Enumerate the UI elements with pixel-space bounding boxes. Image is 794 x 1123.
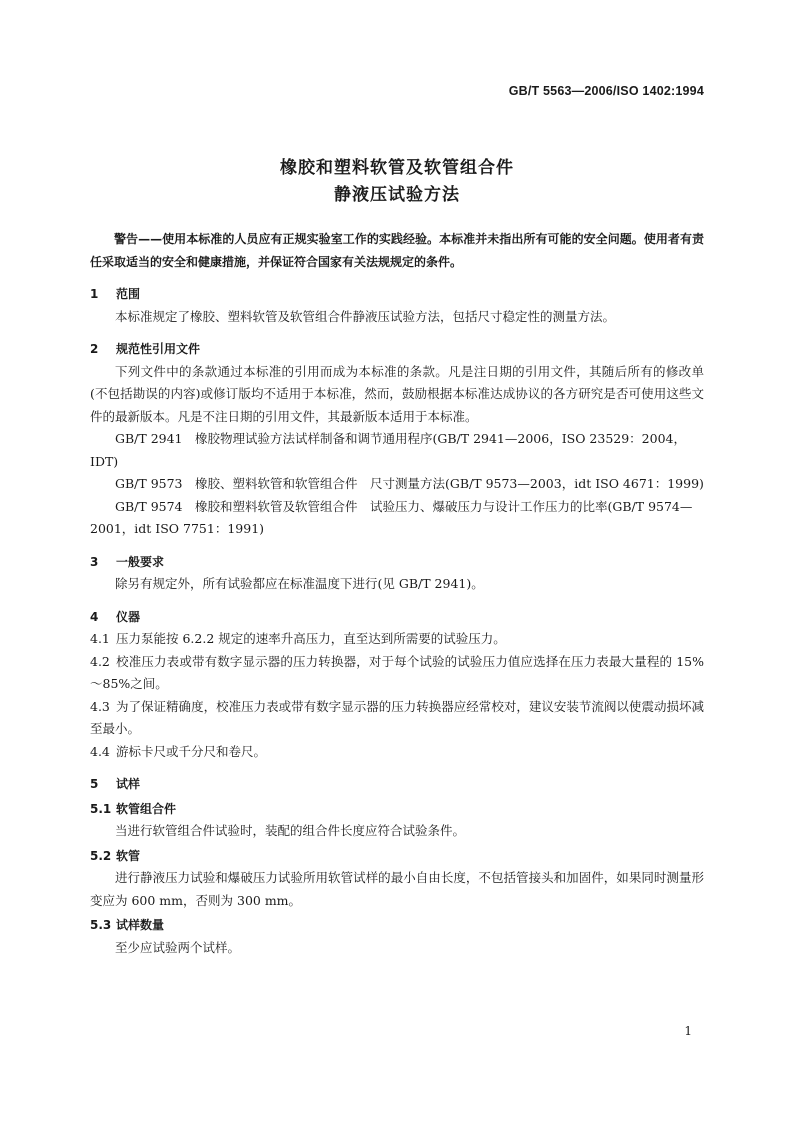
- section-title: 一般要求: [116, 554, 165, 569]
- clause-text: 校准压力表或带有数字显示器的压力转换器，对于每个试验的试验压力值应选择在压力表最大量程的 15%～85%之间。: [90, 653, 704, 691]
- section-number: 2: [90, 342, 99, 356]
- section-number: 3: [90, 554, 99, 569]
- section-heading-scope: [90, 283, 704, 306]
- warning-paragraph: 警告——使用本标准的人员应有正规实验室工作的实践经验。本标准并未指出所有可能的安全问题。使用者有责任采取适当的安全和健康措施，并保证符合国家有关法规规定的条件。: [90, 232, 704, 269]
- clause-item: [90, 651, 704, 696]
- clause-number: 4.2: [90, 653, 110, 669]
- page-number: 1: [684, 1024, 692, 1038]
- section-title: 规范性引用文件: [116, 342, 201, 356]
- document-title: 橡胶和塑料软管及软管组合件: [280, 158, 514, 178]
- clause-item: [90, 741, 704, 764]
- section-title: 试样: [116, 777, 141, 791]
- section-heading-apparatus: [90, 606, 704, 629]
- reference-item: GB/T 9574 橡胶和塑料软管及软管组合件 试验压力、爆破压力与设计工作压力的比率(GB/T 9574—2001，idt ISO 7751：1991): [90, 498, 693, 536]
- subsection-title: 软管: [116, 848, 141, 863]
- clause-number: 4.1: [90, 631, 110, 646]
- subsection-number: 5.1: [90, 801, 112, 816]
- clause-number: 4.3: [90, 698, 110, 714]
- clause-item: [90, 628, 704, 651]
- subsection-title: 软管组合件: [116, 801, 177, 816]
- standard-code: GB/T 5563—2006/ISO 1402:1994: [508, 84, 704, 98]
- subsection-paragraph: 进行静液压力试验和爆破压力试验所用软管试样的最小自由长度，不包括管接头和加固件，如果同时测量形变应为 600 mm，否则为 300 mm。: [90, 870, 704, 908]
- section-title: 范围: [116, 287, 141, 301]
- subsection-heading: [90, 798, 704, 821]
- general-requirements-paragraph: 除另有规定外，所有试验都应在标准温度下进行(见 GB/T 2941)。: [115, 576, 484, 591]
- reference-item: GB/T 9573 橡胶、塑料软管和软管组合件 尺寸测量方法(GB/T 9573—2003，idt ISO 4671：1999): [115, 476, 704, 491]
- subsection-heading: [90, 914, 704, 937]
- references-intro-paragraph: 下列文件中的条款通过本标准的引用而成为本标准的条款。凡是注日期的引用文件，其随后所有的修改单(不包括勘误的内容)或修订版均不适用于本标准，然而，鼓励根据本标准达成协议的各方研究是否可使用这些文件的最新版本。凡是不注日期的引用文件，其最新版本适用于本标准。: [90, 363, 704, 424]
- subsection-paragraph: 当进行软管组合件试验时，装配的组合件长度应符合试验条件。: [115, 823, 466, 838]
- subsection-number: 5.3: [90, 918, 112, 932]
- document-subtitle: 静液压试验方法: [334, 185, 460, 205]
- clause-text: 压力泵能按 6.2.2 规定的速率升高压力，直至达到所需要的试验压力。: [116, 631, 506, 646]
- section-heading-general-requirements: [90, 551, 704, 574]
- clause-text: 游标卡尺或千分尺和卷尺。: [116, 743, 267, 759]
- section-heading-normative-references: [90, 338, 704, 361]
- section-number: 4: [90, 609, 99, 624]
- section-number: 5: [90, 777, 99, 791]
- clause-number: 4.4: [90, 743, 110, 759]
- subsection-heading: [90, 845, 704, 868]
- subsection-title: 试样数量: [116, 918, 165, 932]
- section-heading-test-pieces: [90, 773, 704, 796]
- subsection-number: 5.2: [90, 848, 112, 863]
- reference-item: GB/T 2941 橡胶物理试验方法试样制备和调节通用程序(GB/T 2941—2006，ISO 23529：2004，IDT): [90, 431, 686, 469]
- subsection-paragraph: 至少应试验两个试样。: [115, 939, 241, 955]
- section-title: 仪器: [116, 609, 141, 624]
- clause-text: 为了保证精确度，校准压力表或带有数字显示器的压力转换器应经常校对，建议安装节流阀以使震动损坏减至最小。: [90, 698, 704, 736]
- section-number: 1: [90, 287, 99, 301]
- scope-paragraph: 本标准规定了橡胶、塑料软管及软管组合件静液压试验方法，包括尺寸稳定性的测量方法。: [115, 308, 616, 324]
- document-body: [90, 228, 704, 959]
- clause-item: [90, 696, 704, 741]
